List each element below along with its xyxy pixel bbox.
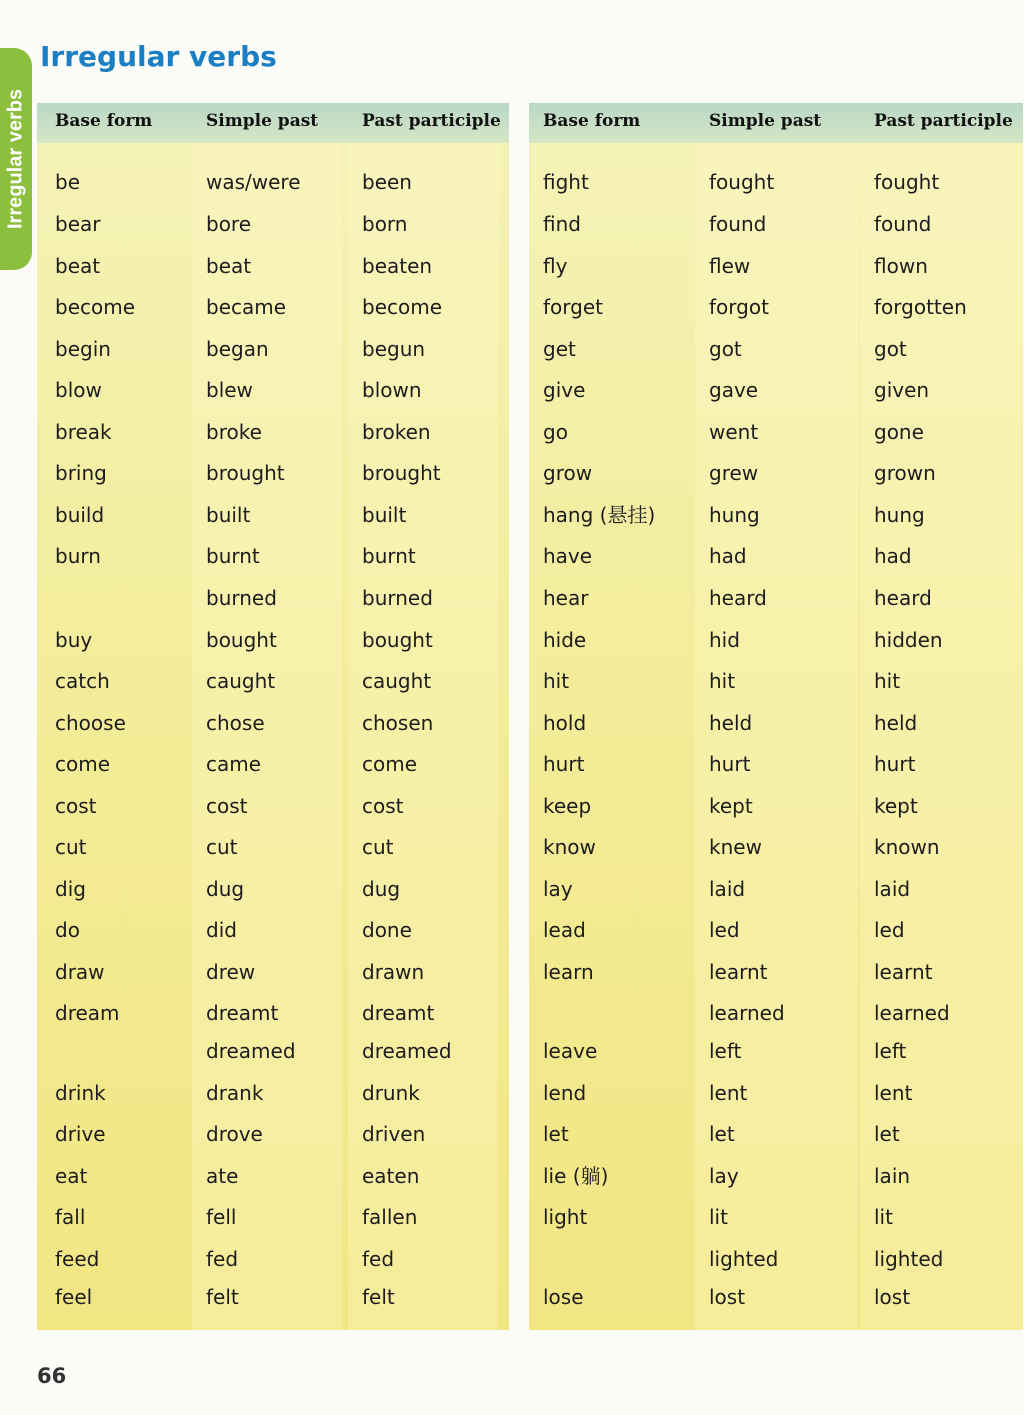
- cell-simple-past: cost: [206, 794, 248, 818]
- cell-base-form: bring: [55, 461, 107, 485]
- cell-simple-past: burnt: [206, 544, 260, 568]
- header-simple-past: Simple past: [709, 111, 822, 131]
- cell-simple-past: chose: [206, 711, 265, 735]
- cell-base-form: get: [543, 337, 576, 361]
- cell-simple-past: bore: [206, 212, 252, 236]
- cell-past-participle: left: [874, 1039, 907, 1063]
- cell-past-participle: fallen: [362, 1205, 418, 1229]
- cell-past-participle: heard: [874, 586, 932, 610]
- cell-base-form: hurt: [543, 752, 585, 776]
- cell-base-form: eat: [55, 1164, 88, 1188]
- cell-base-form: come: [55, 752, 111, 776]
- cell-base-form: hear: [543, 586, 589, 610]
- cell-simple-past: fought: [709, 170, 775, 194]
- cell-past-participle: burnt: [362, 544, 416, 568]
- cell-base-form: choose: [55, 711, 126, 735]
- cell-past-participle: broken: [362, 420, 431, 444]
- cell-past-participle: given: [874, 378, 930, 402]
- cell-simple-past: built: [206, 503, 251, 527]
- cell-base-form: break: [55, 420, 112, 444]
- cell-base-form: be: [55, 170, 80, 194]
- cell-simple-past: heard: [709, 586, 767, 610]
- cell-simple-past: hid: [709, 628, 740, 652]
- cell-past-participle: lent: [874, 1081, 913, 1105]
- cell-simple-past: had: [709, 544, 747, 568]
- cell-base-form: catch: [55, 669, 110, 693]
- cell-simple-past: knew: [709, 835, 762, 859]
- cell-simple-past: beat: [206, 254, 252, 278]
- cell-base-form: draw: [55, 960, 105, 984]
- cell-base-form: lose: [543, 1285, 584, 1309]
- cell-base-form: have: [543, 544, 593, 568]
- cell-past-participle: born: [362, 212, 408, 236]
- cell-past-participle: brought: [362, 461, 441, 485]
- cell-simple-past: fell: [206, 1205, 237, 1229]
- cell-base-form: bear: [55, 212, 101, 236]
- cell-past-participle: felt: [362, 1285, 395, 1309]
- cell-base-form: lead: [543, 918, 586, 942]
- page-title: Irregular verbs: [40, 40, 277, 73]
- cell-simple-past: laid: [709, 877, 746, 901]
- cell-simple-past: drank: [206, 1081, 264, 1105]
- cell-past-participle: drunk: [362, 1081, 420, 1105]
- cell-past-participle: dug: [362, 877, 401, 901]
- cell-past-participle: built: [362, 503, 407, 527]
- cell-simple-past: learnt: [709, 960, 768, 984]
- cell-past-participle: drawn: [362, 960, 425, 984]
- cell-past-participle: hit: [874, 669, 901, 693]
- cell-base-form: find: [543, 212, 581, 236]
- cell-base-form: leave: [543, 1039, 598, 1063]
- cell-past-participle: led: [874, 918, 905, 942]
- cell-past-participle: blown: [362, 378, 422, 402]
- cell-simple-past: ate: [206, 1164, 239, 1188]
- cell-base-form: light: [543, 1205, 588, 1229]
- cell-simple-past: flew: [709, 254, 751, 278]
- cell-base-form: become: [55, 295, 136, 319]
- cell-past-participle: fed: [362, 1247, 395, 1271]
- side-tab: [0, 48, 32, 270]
- cell-simple-past: became: [206, 295, 287, 319]
- cell-simple-past: began: [206, 337, 269, 361]
- cell-simple-past: broke: [206, 420, 262, 444]
- cell-simple-past: was/were: [206, 170, 301, 194]
- cell-simple-past: forgot: [709, 295, 769, 319]
- cell-past-participle: cost: [362, 794, 404, 818]
- cell-past-participle: lit: [874, 1205, 893, 1229]
- cell-simple-past: bought: [206, 628, 277, 652]
- header-base-form: Base form: [543, 111, 641, 131]
- cell-past-participle: chosen: [362, 711, 434, 735]
- cell-simple-past: hit: [709, 669, 736, 693]
- verb-table-left: [37, 103, 509, 1330]
- cell-past-participle: lain: [874, 1164, 911, 1188]
- cell-base-form: dream: [55, 1001, 120, 1025]
- cell-base-form: hang (悬挂): [543, 503, 656, 527]
- cell-past-participle: fought: [874, 170, 940, 194]
- cell-simple-past: lost: [709, 1285, 746, 1309]
- cell-base-form: fall: [55, 1205, 86, 1229]
- cell-base-form: feel: [55, 1285, 93, 1309]
- cell-past-participle: driven: [362, 1122, 426, 1146]
- cell-past-participle: dreamed: [362, 1039, 452, 1063]
- cell-simple-past: led: [709, 918, 740, 942]
- header-past-participle: Past participle: [362, 111, 501, 131]
- cell-simple-past: gave: [709, 378, 759, 402]
- cell-past-participle: hidden: [874, 628, 943, 652]
- cell-simple-past: did: [206, 918, 237, 942]
- cell-simple-past: lighted: [709, 1247, 779, 1271]
- cell-base-form: begin: [55, 337, 111, 361]
- cell-base-form: hit: [543, 669, 570, 693]
- cell-base-form: let: [543, 1122, 569, 1146]
- cell-simple-past: felt: [206, 1285, 239, 1309]
- cell-simple-past: cut: [206, 835, 238, 859]
- cell-base-form: blow: [55, 378, 102, 402]
- cell-base-form: learn: [543, 960, 594, 984]
- cell-base-form: lend: [543, 1081, 587, 1105]
- cell-past-participle: hurt: [874, 752, 916, 776]
- cell-base-form: buy: [55, 628, 93, 652]
- cell-base-form: dig: [55, 877, 86, 901]
- cell-simple-past: dreamed: [206, 1039, 296, 1063]
- cell-past-participle: learnt: [874, 960, 933, 984]
- verb-table-right: [529, 103, 1023, 1330]
- cell-past-participle: eaten: [362, 1164, 420, 1188]
- cell-base-form: cut: [55, 835, 87, 859]
- cell-past-participle: become: [362, 295, 443, 319]
- cell-simple-past: dreamt: [206, 1001, 279, 1025]
- cell-base-form: lay: [543, 877, 573, 901]
- cell-simple-past: burned: [206, 586, 277, 610]
- cell-simple-past: drove: [206, 1122, 263, 1146]
- cell-past-participle: been: [362, 170, 412, 194]
- cell-past-participle: done: [362, 918, 412, 942]
- cell-simple-past: brought: [206, 461, 285, 485]
- cell-past-participle: dreamt: [362, 1001, 435, 1025]
- side-tab-label: Irregular verbs: [4, 88, 27, 230]
- cell-past-participle: laid: [874, 877, 911, 901]
- cell-past-participle: found: [874, 212, 932, 236]
- cell-base-form: hide: [543, 628, 587, 652]
- cell-simple-past: lay: [709, 1164, 739, 1188]
- cell-past-participle: cut: [362, 835, 394, 859]
- cell-past-participle: caught: [362, 669, 432, 693]
- cell-base-form: forget: [543, 295, 603, 319]
- cell-past-participle: begun: [362, 337, 426, 361]
- cell-past-participle: burned: [362, 586, 433, 610]
- cell-base-form: know: [543, 835, 596, 859]
- table-header: [529, 103, 1023, 143]
- cell-base-form: drink: [55, 1081, 106, 1105]
- cell-simple-past: kept: [709, 794, 753, 818]
- cell-base-form: grow: [543, 461, 593, 485]
- header-simple-past: Simple past: [206, 111, 319, 131]
- cell-base-form: give: [543, 378, 586, 402]
- header-base-form: Base form: [55, 111, 153, 131]
- cell-simple-past: hurt: [709, 752, 751, 776]
- cell-base-form: fly: [543, 254, 568, 278]
- cell-simple-past: grew: [709, 461, 759, 485]
- cell-base-form: lie (躺): [543, 1164, 609, 1188]
- cell-base-form: fight: [543, 170, 589, 194]
- cell-simple-past: caught: [206, 669, 276, 693]
- cell-past-participle: forgotten: [874, 295, 967, 319]
- header-past-participle: Past participle: [874, 111, 1013, 131]
- cell-past-participle: grown: [874, 461, 936, 485]
- cell-past-participle: learned: [874, 1001, 950, 1025]
- cell-base-form: beat: [55, 254, 101, 278]
- cell-simple-past: came: [206, 752, 262, 776]
- cell-past-participle: beaten: [362, 254, 433, 278]
- cell-simple-past: left: [709, 1039, 742, 1063]
- cell-base-form: go: [543, 420, 568, 444]
- cell-past-participle: gone: [874, 420, 924, 444]
- cell-past-participle: hung: [874, 503, 925, 527]
- cell-simple-past: drew: [206, 960, 256, 984]
- cell-base-form: cost: [55, 794, 97, 818]
- cell-base-form: do: [55, 918, 80, 942]
- cell-past-participle: flown: [874, 254, 928, 278]
- cell-past-participle: kept: [874, 794, 918, 818]
- cell-past-participle: come: [362, 752, 418, 776]
- cell-simple-past: got: [709, 337, 742, 361]
- cell-base-form: feed: [55, 1247, 100, 1271]
- cell-base-form: burn: [55, 544, 101, 568]
- table-header: [37, 103, 509, 143]
- cell-simple-past: dug: [206, 877, 245, 901]
- cell-simple-past: hung: [709, 503, 760, 527]
- cell-simple-past: lent: [709, 1081, 748, 1105]
- cell-base-form: build: [55, 503, 105, 527]
- cell-past-participle: lost: [874, 1285, 911, 1309]
- cell-past-participle: had: [874, 544, 912, 568]
- cell-simple-past: learned: [709, 1001, 785, 1025]
- cell-simple-past: let: [709, 1122, 735, 1146]
- cell-past-participle: known: [874, 835, 940, 859]
- cell-past-participle: held: [874, 711, 918, 735]
- page-number: 66: [37, 1364, 67, 1388]
- cell-simple-past: fed: [206, 1247, 239, 1271]
- cell-simple-past: held: [709, 711, 753, 735]
- cell-simple-past: blew: [206, 378, 253, 402]
- cell-base-form: keep: [543, 794, 592, 818]
- cell-past-participle: bought: [362, 628, 433, 652]
- cell-base-form: drive: [55, 1122, 106, 1146]
- cell-simple-past: lit: [709, 1205, 728, 1229]
- cell-simple-past: went: [709, 420, 759, 444]
- cell-simple-past: found: [709, 212, 767, 236]
- cell-base-form: hold: [543, 711, 587, 735]
- cell-past-participle: lighted: [874, 1247, 944, 1271]
- cell-past-participle: let: [874, 1122, 900, 1146]
- cell-past-participle: got: [874, 337, 907, 361]
